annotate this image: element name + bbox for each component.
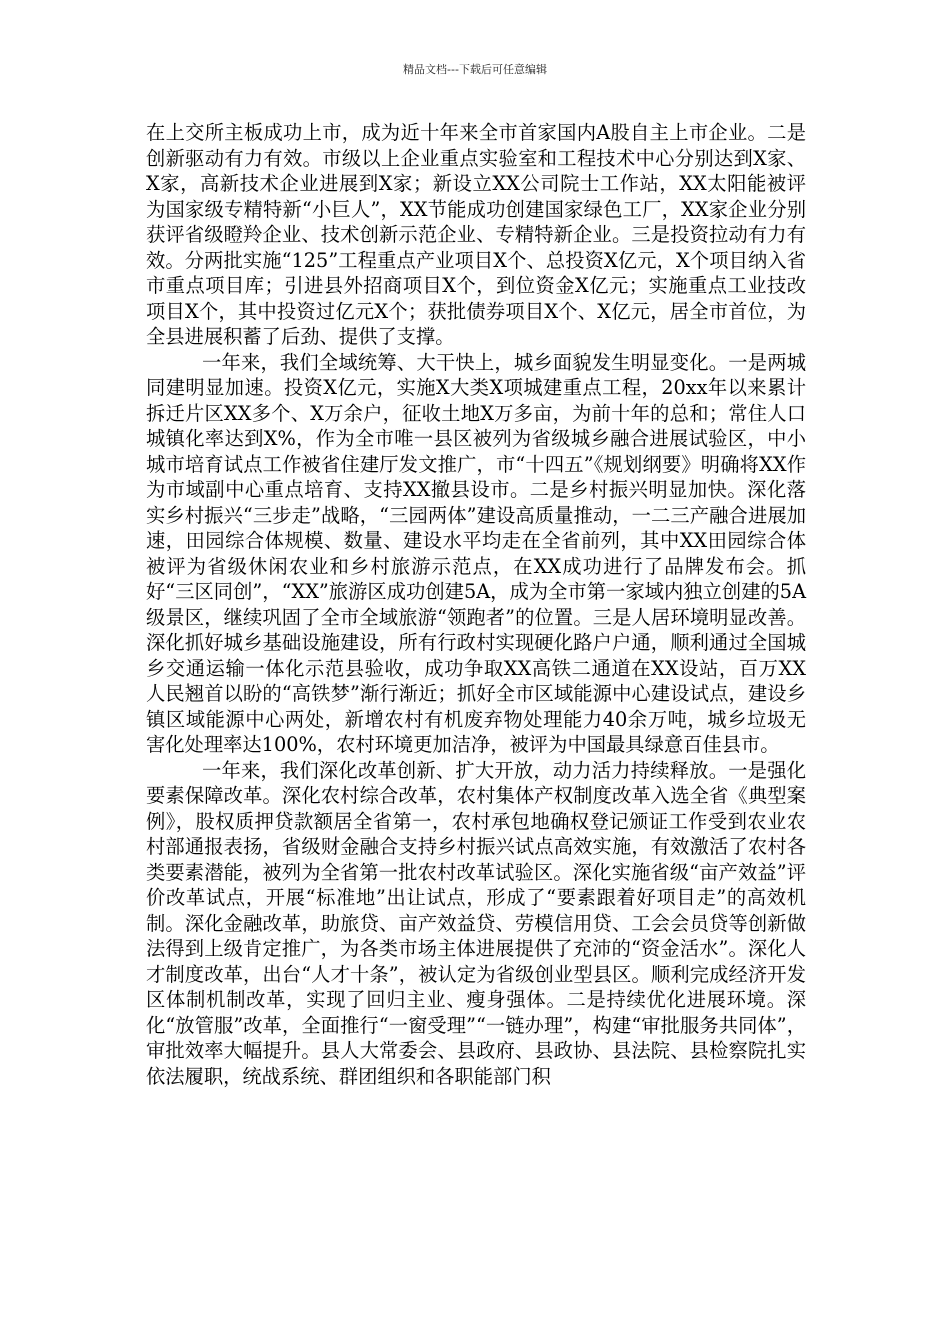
paragraph: 在上交所主板成功上市，成为近十年来全市首家国内A股自主上市企业。二是创新驱动有力有效。市级以上企业重点实验室和工程技术中心分别达到X家、X家，高新技术企业进展到X家；新设立XX公司院士工作站，XX太阳能被评为国家级专精特新“小巨人”，XX节能成功创建国家绿色工厂，XX家企业分别获评省级瞪羚企业、技术创新示范企业、专精特新企业。三是投资拉动有力有效。分两批实施“125”工程重点产业项目X个、总投资X亿元，X个项目纳入省市重点项目库；引进县外招商项目X个，到位资金X亿元；实施重点工业技改项目X个，其中投资过亿元X个；获批债券项目X个、X亿元，居全市首位，为全县进展积蓄了后劲、提供了支撑。 [146,121,806,348]
paragraph: 一年来，我们深化改革创新、扩大开放，动力活力持续释放。一是强化要素保障改革。深化农村综合改革，农村集体产权制度改革入选全省《典型案例》，股权质押贷款额居全省第一，农村承包地确权登记颁证工作受到农业农村部通报表扬，省级财金融合支持乡村振兴试点高效实施，有效激活了农村各类要素潜能，被列为全省第一批农村改革试验区。深化实施省级“亩产效益”评价改革试点，开展“标准地”出让试点，形成了“要素跟着好项目走”的高效机制。深化金融改革，助旅贷、亩产效益贷、劳模信用贷、工会会员贷等创新做法得到上级肯定推广，为各类市场主体进展提供了充沛的“资金活水”。深化人才制度改革，出台“人才十条”，被认定为省级创业型县区。顺利完成经济开发区体制机制改革，实现了回归主业、瘦身强体。二是持续优化进展环境。深化“放管服”改革，全面推行“一窗受理”“一链办理”，构建“审批服务共同体”，审批效率大幅提升。县人大常委会、县政府、县政协、县法院、县检察院扎实依法履职，统战系统、群团组织和各职能部门积 [146,758,806,1088]
page-header: 精品文档---下载后可任意编辑 [403,63,547,76]
document-body [146,120,806,1089]
paragraph: 一年来，我们全域统筹、大干快上，城乡面貌发生明显变化。一是两城同建明显加速。投资X亿元，实施X大类X项城建重点工程，20xx年以来累计拆迁片区XX多个、X万余户，征收土地X万多亩，为前十年的总和；常住人口城镇化率达到X%，作为全市唯一县区被列为省级城乡融合进展试验区，中小城市培育试点工作被省住建厅发文推广，市“十四五”《规划纲要》明确将XX作为市域副中心重点培育、支持XX撤县设市。二是乡村振兴明显加快。深化落实乡村振兴“三步走”战略，“三园两体”建设高质量推动，一二三产融合进展加速，田园综合体规模、数量、建设水平均走在全省前列，其中XX田园综合体被评为省级休闲农业和乡村旅游示范点，在XX成功进行了品牌发布会。抓好“三区同创”，“XX”旅游区成功创建5A，成为全市第一家域内独立创建的5A级景区，继续巩固了全市全域旅游“领跑者”的位置。三是人居环境明显改善。深化抓好城乡基础设施建设，所有行政村实现硬化路户户通，顺利通过全国城乡交通运输一体化示范县验收，成功争取XX高铁二通道在XX设站，百万XX人民翘首以盼的“高铁梦”渐行渐近；抓好全市区域能源中心建设试点，建设乡镇区域能源中心两处，新增农村有机废弃物处理能力40余万吨，城乡垃圾无害化处理率达100%，农村环境更加洁净，被评为中国最具绿意百佳县市。 [146,350,806,756]
